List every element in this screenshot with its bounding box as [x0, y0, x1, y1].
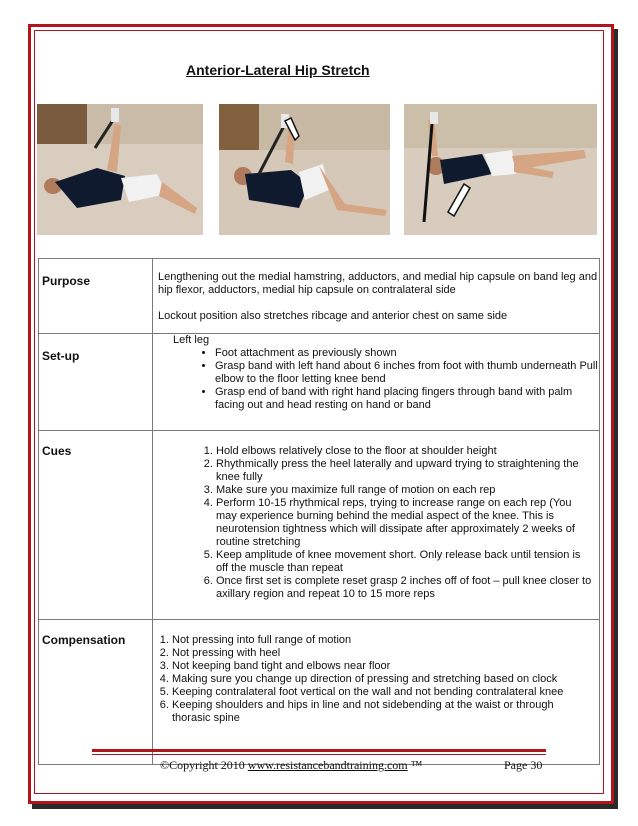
- compensation-item: 2. Not pressing with heel: [172, 647, 579, 660]
- cue-item: 3. Make sure you maximize full range of motion on each rep: [216, 484, 595, 497]
- setup-item: • Foot attachment as previously shown: [215, 347, 599, 360]
- row-purpose: [39, 259, 600, 334]
- cue-item: 6. Once first set is complete reset grasp 2 inches off of foot – pull knee closer to axillary region and repeat 10 to 15 more reps: [216, 575, 595, 601]
- exercise-table: [38, 258, 600, 765]
- compensation-label: Compensation: [39, 620, 153, 765]
- cue-item: 1. Hold elbows relatively close to the floor at shoulder height: [216, 445, 595, 458]
- setup-intro: Left leg: [173, 334, 210, 346]
- cue-item: 5. Keep amplitude of knee movement short. Only release back until tension is off the muscle than repeat: [216, 549, 595, 575]
- footer-rule: [92, 749, 546, 752]
- purpose-label: Purpose: [39, 259, 153, 334]
- compensation-item: 6. Keeping shoulders and hips in line and not sidebending at the waist or through thorasic spine: [172, 699, 579, 725]
- trademark: ™: [407, 758, 423, 772]
- page-number: Page 30: [504, 758, 543, 772]
- copyright-text: ©Copyright 2010: [160, 758, 248, 772]
- setup-item: • Grasp band with left hand about 6 inches from foot with thumb underneath Pull elbow to the floor letting knee bend: [215, 360, 599, 386]
- cues-list: [216, 445, 599, 601]
- cue-item: 4. Perform 10-15 rhythmical reps, trying to increase range on each rep (You may experience burning behind the medial aspect of the knee. This is neurotension tightness which will dissipate after approximately 2 weeks of routine stretching: [216, 497, 595, 549]
- cues-label: Cues: [39, 431, 153, 620]
- footer-rule-thin: [92, 754, 546, 755]
- compensation-item: 5. Keeping contralateral foot vertical on the wall and not bending contralateral knee: [172, 686, 579, 699]
- purpose-text-2: Lockout position also stretches ribcage and anterior chest on same side: [158, 310, 508, 322]
- compensation-item: 1. Not pressing into full range of motion: [172, 634, 579, 647]
- row-setup: [39, 334, 600, 431]
- photo-pull-down: [404, 104, 597, 235]
- compensation-list: [172, 634, 599, 725]
- cue-item: 2. Rhythmically press the heel laterally and upward trying to straightening the knee fully: [216, 458, 595, 484]
- footer-copyright: [160, 758, 422, 773]
- photo-press-up: [219, 104, 390, 235]
- setup-list: [215, 347, 599, 412]
- setup-label: Set-up: [39, 334, 153, 431]
- row-cues: [39, 431, 600, 620]
- compensation-item: 4. Making sure you change up direction of pressing and stretching based on clock: [172, 673, 579, 686]
- photo-start-position: [37, 104, 203, 235]
- compensation-item: 3. Not keeping band tight and elbows near floor: [172, 660, 579, 673]
- row-compensation: [39, 620, 600, 765]
- setup-item: • Grasp end of band with right hand placing fingers through band with palm facing out and head resting on hand or band: [215, 386, 599, 412]
- website-link[interactable]: www.resistancebandtraining.com: [247, 758, 408, 772]
- page-title: Anterior-Lateral Hip Stretch: [186, 62, 370, 78]
- purpose-text-1: Lengthening out the medial hamstring, adductors, and medial hip capsule on band leg and hip flexor, adductors, medial hip capsule on contralateral side: [158, 271, 598, 296]
